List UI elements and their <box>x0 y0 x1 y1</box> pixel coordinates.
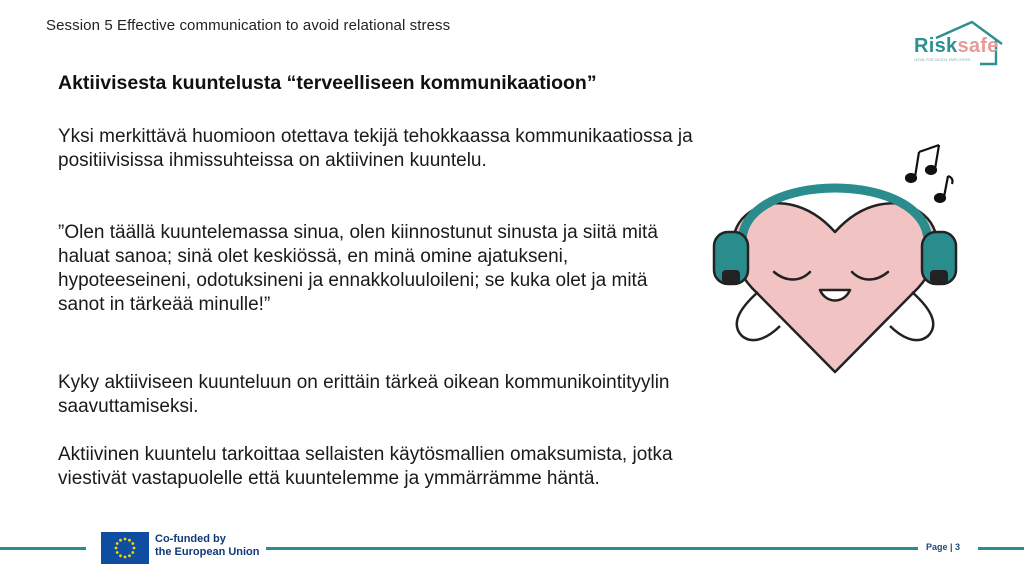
footer-line-middle <box>266 547 918 550</box>
logo-tagline: LEGAL FOR DIGITAL EMPLOYEES <box>914 58 971 62</box>
logo-wordmark: Risksafe <box>914 35 999 57</box>
music-notes-icon <box>906 145 953 202</box>
risksafe-logo <box>910 18 1006 70</box>
paragraph-quote: ”Olen täällä kuuntelemassa sinua, olen kiinnostunut sinusta ja siitä mitä haluat sanoa; sinä olet keskiössä, en minä omine ajatukseni, hypoteeseineni, odotuksineni ja ennakkoluuloileni; se kuka olet ja mitä sanot in tärkeää minulle!” <box>58 222 658 315</box>
heart-headphones-illustration <box>700 140 960 380</box>
footer-line-left <box>0 547 86 550</box>
session-title: Session 5 Effective communication to avoid relational stress <box>46 17 451 34</box>
page-number: Page | 3 <box>926 542 961 552</box>
heart-shape <box>733 203 937 372</box>
footer-line-right <box>978 547 1024 550</box>
eu-flag-icon <box>101 532 149 564</box>
paragraph-definition: Aktiivinen kuuntelu tarkoittaa sellaisten käytösmallien omaksumista, jotka viestivät vastapuolelle että kuuntelemme ja ymmärrämme häntä. <box>58 444 673 489</box>
eu-cofunded-label: Co-funded by the European Union <box>155 533 260 558</box>
slide-heading: Aktiivisesta kuuntelusta “terveelliseen kommunikaatioon” <box>58 72 597 94</box>
paragraph-ability: Kyky aktiiviseen kuunteluun on erittäin tärkeä oikean kommunikointityylin saavuttamiseksi. <box>58 372 670 417</box>
paragraph-active-listening: Yksi merkittävä huomioon otettava tekijä tehokkaassa kommunikaatiossa ja positiivisissa ihmissuhteissa on aktiivinen kuuntelu. <box>58 126 693 171</box>
